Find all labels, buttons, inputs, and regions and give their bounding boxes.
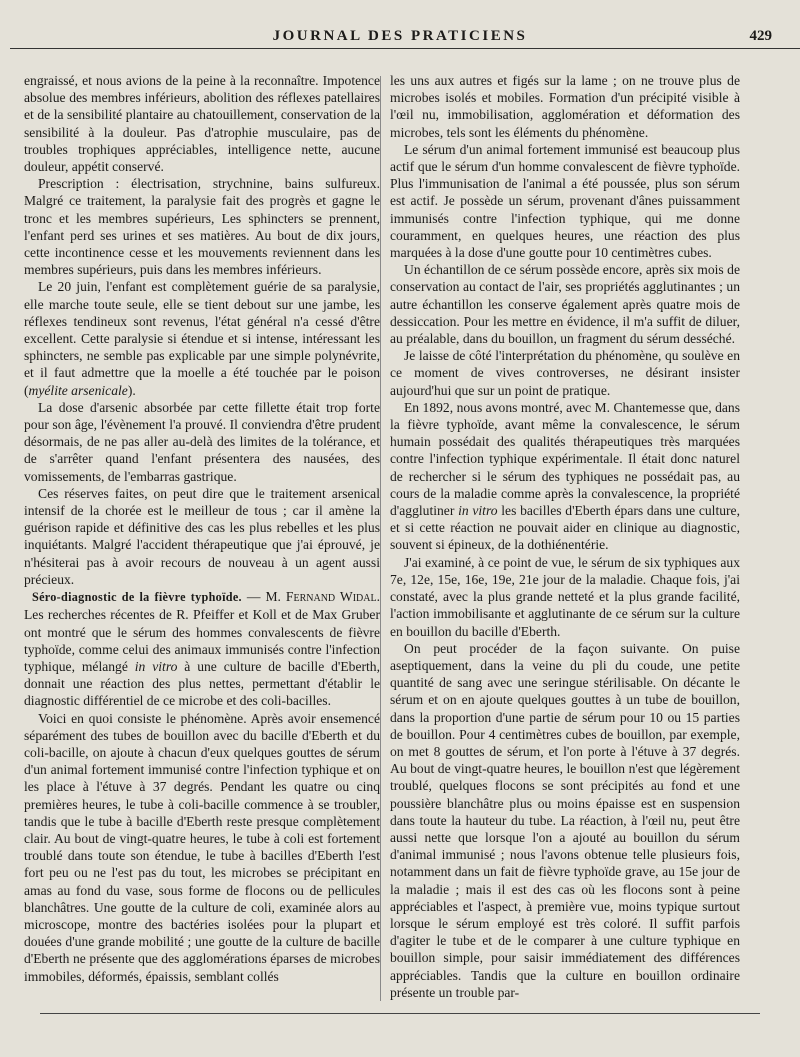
left-column bbox=[24, 72, 380, 985]
italic-term: in vitro bbox=[458, 503, 498, 519]
column-divider bbox=[380, 76, 381, 1001]
paragraph: J'ai examiné, à ce point de vue, le sérum de six typhiques aux 7e, 12e, 15e, 16e, 19e, 21e jour de la maladie. Chaque fois, j'ai constaté, avec la plus grande netteté et la plus grande facilité, l'action immobilisante et agglutinante de ce sérum sur la culture en bouillon du bacille d'Eberth. bbox=[390, 554, 740, 639]
running-head: JOURNAL DES PRATICIENS bbox=[272, 28, 528, 44]
section-paragraph bbox=[24, 588, 380, 709]
paragraph: engraissé, et nous avions de la peine à la reconnaître. Impotence absolue des membres inférieurs, abolition des réflexes patellaires et de la sensibilité plantaire au chatouillement, conservation de la sensibilité à la douleur. Pas d'atrophie musculaire, pas de troubles trophiques appréciables, intelligence nette, aucune douleur, appétit conservé. bbox=[24, 73, 380, 175]
paragraph bbox=[390, 399, 740, 554]
italic-term: in vitro bbox=[134, 658, 178, 674]
text-run: Le 20 juin, l'enfant est complètement guérie de sa paralysie, elle marche toute seule, elle se tient debout sur une jambe, les réflexes tendineux sont revenus, l'état général n'a cessé d'être excellent. Cette paralysie si étendue et si intense, intéressant les sphincters, ne semble pas explicable par une simple polynévrite, et il faut admettre que la moelle a été touchée par le poison ( bbox=[24, 279, 380, 398]
section-title: Séro-diagnostic de la fièvre typhoïde. bbox=[32, 590, 242, 605]
right-column bbox=[390, 72, 740, 1001]
paragraph: Je laisse de côté l'interprétation du phénomène, qu soulève en ce moment de vives controverses, ne désirant insister aujourd'hui que sur un point de pratique. bbox=[390, 348, 740, 398]
paragraph: Voici en quoi consiste le phénomène. Après avoir ensemencé séparément des tubes de bouillon avec du bacille d'Eberth et du coli-bacille, on ajoute à chacun d'eux quelques gouttes de sérum d'un animal fortement immunisé contre l'infection typhique et on les place à l'étuve à 37 degrés. Pendant les quatre ou cinq premières heures, le tube à coli-bacille commence à se troubler, tandis que le tube à bacille d'Eberth reste presque complètement clair. Au bout de vingt-quatre heures, le tube à coli est fortement troublé dans toute son étendue, le tube à bacilles d'Eberth l'est fort peu ou ne l'est pas du tout, les microbes se précipitant en amas au fond du vase, sous forme de flocons ou de pellicules blanchâtres. Une goutte de la culture de coli, examinée alors au microscope, montre des bactéries isolées pour la plupart et douées d'une grande mobilité ; une goutte de la culture de bacille d'Eberth ne présente que des agglomérations éparses de microbes immobiles, déformés, épaissis, semblant collés bbox=[24, 710, 380, 984]
paragraph: les uns aux autres et figés sur la lame ; on ne trouve plus de microbes isolés et mobiles. Formation d'un précipité visible à l'œil nu, immobilisation, agglomération et déformation des microbes, tels sont les éléments du phénomène. bbox=[390, 73, 740, 140]
text-run: . Les recherches récentes de R. Pfeiffer et Koll et de Max Gruber ont montré que le sérum des hommes convalescents de fièvre typhoïde, comme celui des animaux immunisés contre l'infection typhique, mélangé bbox=[24, 589, 380, 674]
page-number: 429 bbox=[749, 28, 772, 44]
header-rule bbox=[10, 48, 800, 49]
text-run: En 1892, nous avons montré, avec M. Chantemesse que, dans la fièvre typhoïde, avant même la convalescence, le sérum humain possédait des qualités thérapeutiques très marquées contre l'infection typhique expérimentale. Il était donc naturel de rechercher si le sérum des typhiques ne possédait pas, au cours de la maladie comme après la convalescence, la propriété d'agglutiner bbox=[390, 399, 740, 519]
paragraph: Le sérum d'un animal fortement immunisé est beaucoup plus actif que le sérum d'un homme convalescent de fièvre typhoïde. Plus l'immunisation de l'animal a été poussée, plus son sérum est actif. Je possède un sérum, provenant d'ânes puissamment immunisés contre l'infection typhique, qui me donne couramment, en quelques heures, une réaction des plus marquées à la dose d'une goutte pour 10 centimètres cubes. bbox=[390, 141, 740, 261]
author-name: Fernand Widal bbox=[285, 589, 377, 605]
paragraph bbox=[24, 278, 380, 398]
text-run: — M. bbox=[241, 589, 286, 605]
paragraph: On peut procéder de la façon suivante. On puise aseptiquement, dans la veine du pli du coude, une petite quantité de sang avec une seringue stérilisable. On décante le sérum et on en ajoute quelques gouttes à un tube de bouillon, dans la proportion d'une partie de sérum pour 10 ou 15 parties de bouillon. Pour 4 centimètres cubes de bouillon, par exemple, on met 8 gouttes de sérum, et l'on porte à l'étuve à 37 degrés. Au bout de vingt-quatre heures, le bouillon n'est que légèrement troublé, quelques flocons se sont précipités au fond et une poussière blanchâtre plus ou moins épaisse est en suspension dans toute la hauteur du tube. La réaction, à l'œil nu, peut être aussi nette que lorsque l'on a ajouté au bouillon du sérum d'animal immunisé ; nous l'avons obtenue telle plusieurs fois, notamment dans un fait de fièvre typhoïde grave, au 15e jour de la maladie ; mais il est des cas où les flocons sont à peine appréciables et l'aspect, à première vue, moins typique surtout lorsque le sérum employé est très coloré. Il suffit parfois d'agiter le tube et de le comparer à une culture typhique en bouillon simple, pour saisir immédiatement des différences appréciables. Tandis que la culture en bouillon ordinaire présente un trouble par- bbox=[390, 640, 740, 1000]
paragraph: Un échantillon de ce sérum possède encore, après six mois de conservation au contact de l'air, ses propriétés agglutinantes ; un autre échantillon les conserve également après quatre mois de dessiccation. Pour les mettre en évidence, il m'a suffit de diluer, au préalable, dans du bouillon, un fragment du sérum desséché. bbox=[390, 262, 740, 347]
text-run: à une culture de bacille d'Eberth, donnait une réaction des plus nettes, permettant d'établir le diagnostic différentiel de ce microbe et des coli-bacilles. bbox=[24, 658, 381, 709]
italic-term: myélite arsenicale bbox=[28, 382, 128, 398]
paragraph: Prescription : électrisation, strychnine, bains sulfureux. Malgré ce traitement, la paralysie fait des progrès et gagne le tronc et les membres supérieurs, Les sphincters se prennent, l'enfant perd ses urines et ses matières. Au bout de dix jours, cette incontinence cesse et les mouvements reviennent dans les membres supérieurs, puis dans les membres inférieurs. bbox=[24, 176, 380, 278]
paragraph: Ces réserves faites, on peut dire que le traitement arsenical intensif de la chorée est le meilleur de tous ; car il amène la guérison rapide et définitive des cas les plus rebelles et les plus inquiétants. Malgré l'accident thérapeutique que j'ai éprouvé, je n'hésiterai pas à avoir recours de nouveau à un agent aussi précieux. bbox=[24, 485, 380, 587]
paragraph: La dose d'arsenic absorbée par cette fillette était trop forte pour son âge, l'évènement l'a prouvé. Il conviendra d'être prudent désormais, de ne pas aller au-delà des limites de la tolérance, et de s'arrêter quand l'enfant présentera des nausées, des vomissements, de l'embarras gastrique. bbox=[24, 399, 380, 484]
text-run: les bacilles d'Eberth épars dans une culture, et si cette réaction ne pouvait aider en clinique au diagnostic, souvent si épineux, de la dothiénentérie. bbox=[390, 503, 740, 553]
footer-rule bbox=[40, 1013, 760, 1014]
page-header bbox=[22, 22, 778, 48]
text-run: ). bbox=[127, 382, 136, 398]
